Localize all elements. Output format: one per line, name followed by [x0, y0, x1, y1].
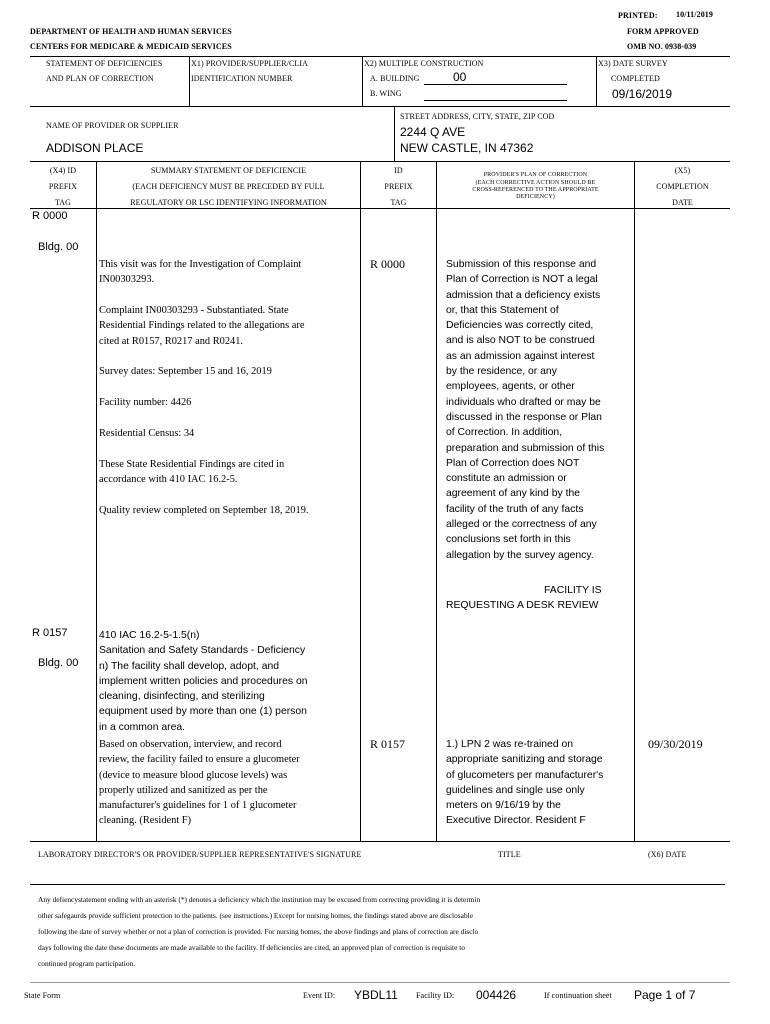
facility-id-label: Facility ID: [416, 991, 455, 1000]
rule-h4 [30, 208, 730, 209]
rule-col3 [436, 161, 437, 841]
disclaimer-line-4: days following the date these documents are made available to the facility. If deficiencies are cited, an approved plan of correction is requisite to [38, 943, 465, 952]
x2-label: X2) MULTIPLE CONSTRUCTION [364, 59, 484, 68]
r0000-id-tag: R 0000 [370, 257, 406, 271]
rule-v3 [596, 56, 597, 106]
page-number: Page 1 of 7 [634, 988, 696, 1002]
rule-sig-bottom [30, 884, 725, 885]
printed-label: PRINTED: [618, 11, 658, 20]
footer-rule [30, 982, 730, 983]
printed-date: 10/11/2019 [676, 10, 714, 19]
facility-id-value: 004426 [476, 988, 517, 1002]
r0000-summary-p6: These State Residential Findings are cited in accordance with 410 IAC 16.2-5. [99, 459, 285, 486]
r0000-summary-p1: This visit was for the Investigation of Complaint IN00303293. [99, 259, 302, 286]
building-underline [424, 84, 567, 85]
x4-header-3: TAG [54, 198, 72, 207]
plan-header-2: (EACH CORRECTIVE ACTION SHOULD BE [475, 180, 596, 186]
address-line-2: NEW CASTLE, IN 47362 [400, 141, 534, 155]
disclaimer-line-5: continued program participation. [38, 959, 136, 968]
r0157-bldg: Bldg. 00 [38, 657, 79, 669]
r0000-plan-text: Submission of this response and Plan of Correction is NOT a legal admission that a deficiency exists or, that this Statement of Deficiencies was correctly cited, and is also NOT to be construed as an admission against interest by the residence, or any employees, agents, or other individuals who drafted or may be discussed in the response or Plan of Correction. In addition, preparation and submission of this Plan of Correction does NOT constitute an admission or agreement of any kind by the facility of the truth of any facts alleged or the correctness of any conclusions set forth in this allegation by the survey agency. [446, 259, 605, 561]
plan-header-1: PROVIDER'S PLAN OF CORRECTION [483, 172, 588, 178]
rule-v1 [189, 56, 190, 106]
disclaimer-line-1: Any defiencystatement ending with an asterisk (*) denotes a deficiency which the institution may be excused from correcting providing it is determin [38, 895, 481, 904]
r0157-id-tag: R 0157 [370, 737, 406, 751]
r0000-bldg: Bldg. 00 [38, 241, 79, 253]
event-id-value: YBDL11 [354, 988, 398, 1002]
dept-title: DEPARTMENT OF HEALTH AND HUMAN SERVICES [30, 27, 232, 36]
building-label: A. BUILDING [370, 74, 420, 83]
x4-header-2: PREFIX [48, 182, 78, 191]
x3-label-1: X3) DATE SURVEY [598, 59, 668, 68]
wing-underline [424, 100, 567, 101]
title-label: TITLE [498, 850, 521, 859]
r0000-summary-p5: Residential Census: 34 [99, 428, 195, 439]
r0157-tag: R 0157 [32, 627, 68, 639]
r0000-summary-p4: Facility number: 4426 [99, 397, 192, 408]
statement-label-2: AND PLAN OF CORRECTION [46, 74, 154, 83]
rule-top [30, 56, 730, 57]
form-approved: FORM APPROVED [627, 27, 699, 36]
centers-title: CENTERS FOR MEDICARE & MEDICAID SERVICES [30, 42, 232, 51]
x5-header-2: COMPLETION [656, 182, 709, 191]
signature-label: LABORATORY DIRECTOR'S OR PROVIDER/SUPPLIER REPRESENTATIVE'S SIGNATURE [38, 850, 362, 859]
continuation-label: If continuation sheet [544, 991, 612, 1000]
r0000-plan-desk-review: REQUESTING A DESK REVIEW [446, 600, 599, 611]
summary-header-2: (EACH DEFICIENCY MUST BE PRECEDED BY FULL [132, 182, 325, 191]
event-id-label: Event ID: [303, 991, 336, 1000]
address-line-1: 2244 Q AVE [400, 125, 466, 139]
disclaimer-line-2: other safegaurds provide sufficient protection to the patients. (see instructions.) Except for nursing homes, the findings stated above are disclosable [38, 911, 473, 920]
state-form-label: State Form [24, 991, 61, 1000]
wing-label: B. WING [370, 89, 402, 98]
r0000-summary-p2: Complaint IN00303293 - Substantiated. State Residential Findings related to the allegations are cited at R0157, R0217 and R0241. [99, 305, 305, 347]
rule-h2 [30, 106, 730, 107]
rule-v2 [362, 56, 363, 106]
r0000-tag: R 0000 [32, 210, 68, 222]
disclaimer-line-3: following the date of survey whether or not a plan of correction is provided. For nursing homes, the above findings and plans of correction are disclo [38, 927, 479, 936]
provider-name-label: NAME OF PROVIDER OR SUPPLIER [46, 121, 179, 130]
statement-label-1: STATEMENT OF DEFICIENCIES [46, 59, 163, 68]
survey-completed-date: 09/16/2019 [612, 87, 673, 101]
omb-number: OMB NO. 0938-039 [627, 42, 697, 51]
id-header-1: ID [394, 166, 403, 175]
r0157-summary: Based on observation, interview, and record review, the facility failed to ensure a glucometer (device to measure blood glucose levels) was properly utilized and sanitized as per the manufacturer's guidelines for 1 of 1 glucometer cleaning. (Resident F) [99, 739, 300, 827]
r0157-completion-date: 09/30/2019 [648, 737, 703, 751]
building-value: 00 [453, 70, 467, 84]
provider-name: ADDISON PLACE [46, 141, 144, 155]
rule-col4 [634, 161, 635, 841]
rule-col2 [360, 161, 361, 841]
address-label: STREET ADDRESS, CITY, STATE, ZIP COD [400, 112, 555, 121]
x5-header-3: DATE [672, 198, 693, 207]
x1-label-1: X1) PROVIDER/SUPPLIER/CLIA [191, 59, 309, 68]
r0000-plan-facility: FACILITY IS [544, 585, 602, 596]
summary-header-3: REGULATORY OR LSC IDENTIFYING INFORMATION [130, 198, 327, 207]
x1-label-2: IDENTIFICATION NUMBER [191, 74, 293, 83]
plan-header-4: DEFICIENCY) [516, 194, 555, 200]
id-header-3: TAG [390, 198, 407, 207]
plan-header-3: CROSS-REFERENCED TO THE APPROPRIATE [472, 187, 599, 193]
x3-label-2: COMPLETED [611, 74, 660, 83]
r0157-regulation: 410 IAC 16.2-5-1.5(n) Sanitation and Safety Standards - Deficiency n) The facility shall develop, adopt, and implement written policies and procedures on cleaning, disinfecting, and sterilizing equipment used by more than one (1) person in a common area. [99, 630, 308, 733]
rule-col1 [96, 161, 97, 841]
rule-h3 [30, 161, 730, 162]
rule-sig-top [30, 841, 730, 842]
x5-header-1: (X5) [674, 166, 691, 175]
id-header-2: PREFIX [384, 182, 413, 191]
r0157-plan-text: 1.) LPN 2 was re-trained on appropriate sanitizing and storage of glucometers per manufacturer's guidelines and single use only meters on 9/16/19 by the Executive Director. Resident F [446, 739, 604, 827]
rule-v4 [394, 106, 395, 162]
x4-header-1: (X4) ID [49, 166, 77, 175]
x6-date-label: (X6) DATE [648, 850, 687, 859]
summary-header-1: SUMMARY STATEMENT OF DEFICIENCIE [150, 166, 307, 175]
r0000-summary-p7: Quality review completed on September 18, 2019. [99, 505, 309, 516]
r0000-summary-p3: Survey dates: September 15 and 16, 2019 [99, 366, 272, 377]
